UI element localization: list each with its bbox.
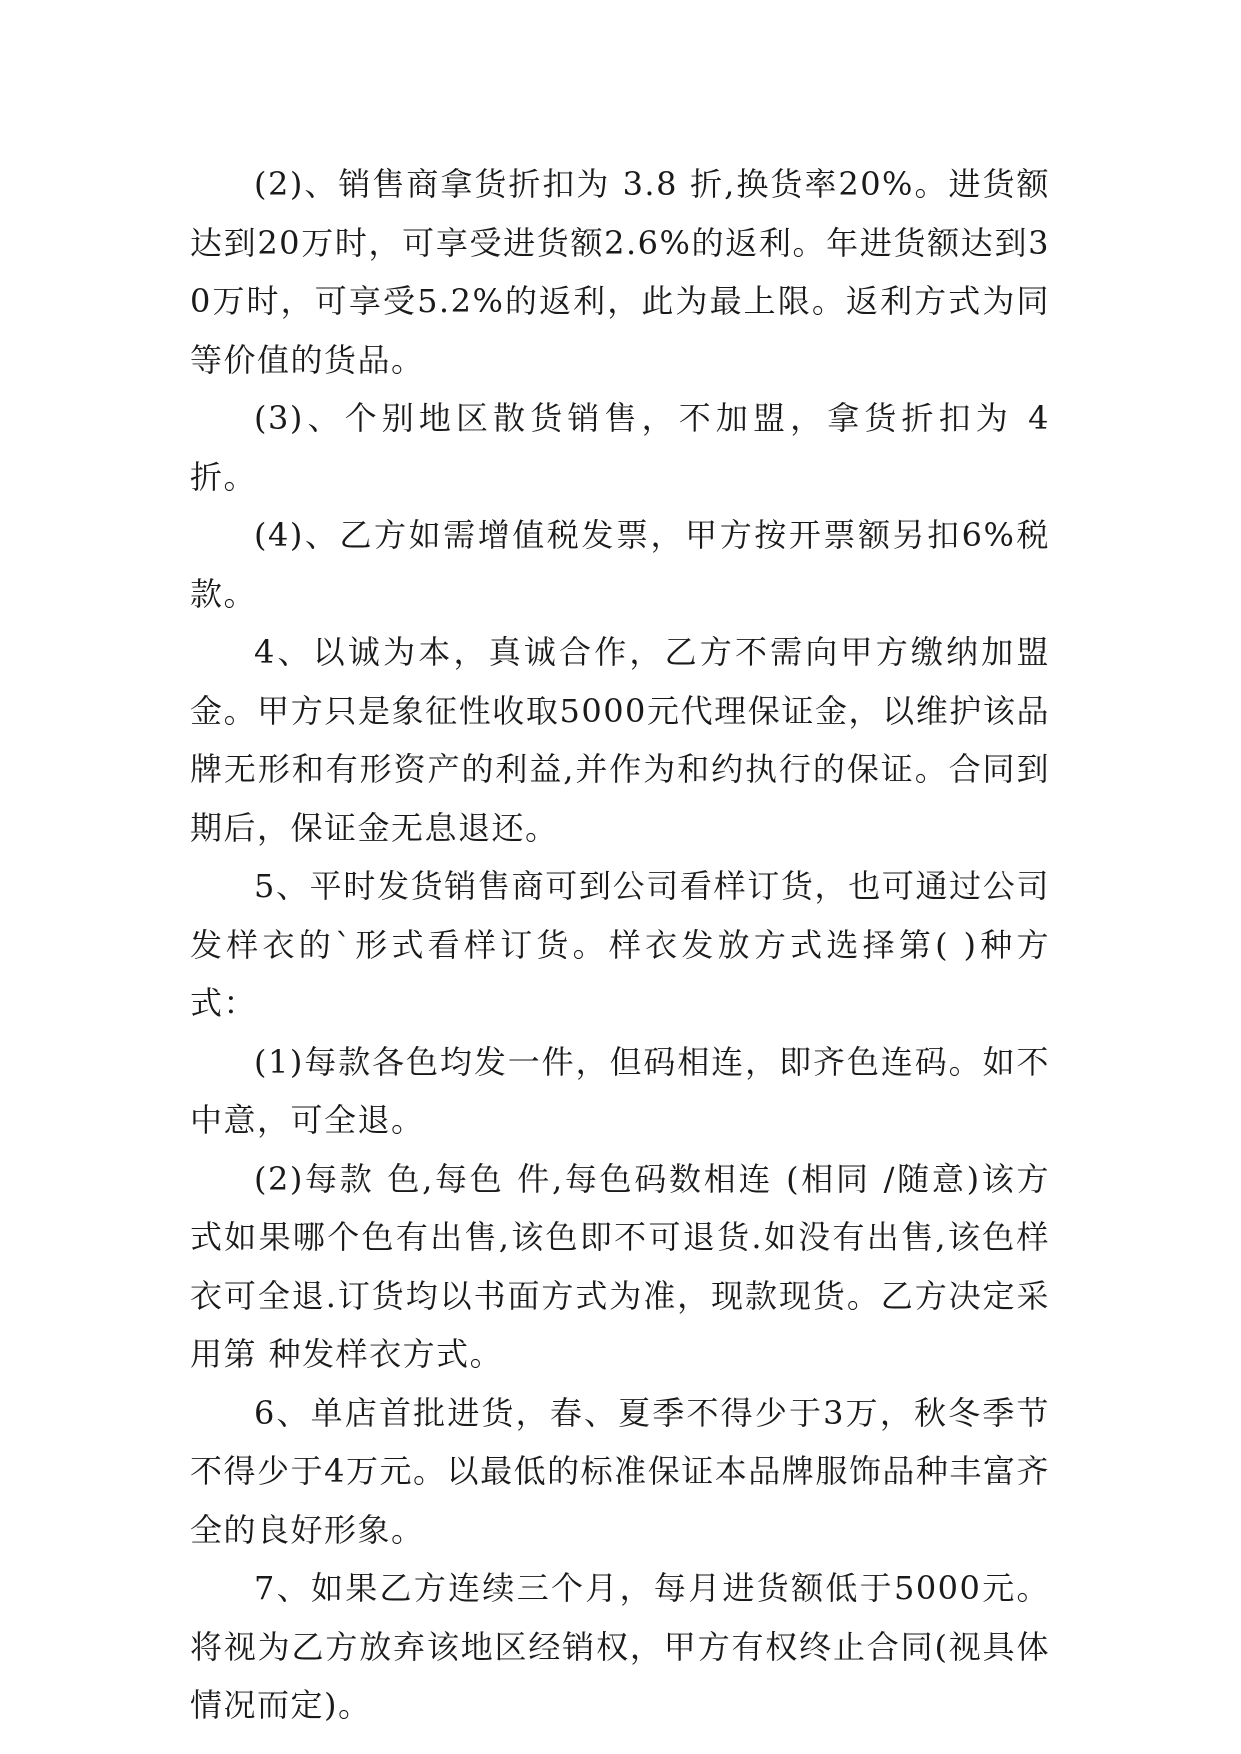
paragraph-bulk-sales: (3)、个别地区散货销售，不加盟，拿货折扣为 4 折。 — [190, 399, 1050, 496]
paragraph-sample-option-1: (1)每款各色均发一件，但码相连，即齐色连码。如不中意，可全退。 — [190, 1042, 1050, 1139]
paragraph-rebate-terms: (2)、销售商拿货折扣为 3.8 折,换货率20%。进货额达到20万时，可享受进货额2.6%的返利。年进货额达到30万时，可享受5.2%的返利，此为最上限。返利方式为同等价值的货品。 — [190, 165, 1050, 379]
paragraph-sample-ordering: 5、平时发货销售商可到公司看样订货，也可通过公司发样衣的`形式看样订货。样衣发放方式选择第( )种方式： — [190, 867, 1050, 1022]
paragraph-deposit: 4、以诚为本，真诚合作，乙方不需向甲方缴纳加盟金。甲方只是象征性收取5000元代理保证金，以维护该品牌无形和有形资产的利益,并作为和约执行的保证。合同到期后，保证金无息退还。 — [190, 633, 1050, 847]
paragraph-first-order: 6、单店首批进货，春、夏季不得少于3万，秋冬季节不得少于4万元。以最低的标准保证本品牌服饰品种丰富齐全的良好形象。 — [190, 1393, 1050, 1549]
document-page — [190, 155, 1050, 1735]
paragraph-sample-option-2: (2)每款 色,每色 件,每色码数相连 (相同 /随意)该方式如果哪个色有出售,该色即不可退货.如没有出售,该色样衣可全退.订货均以书面方式为准，现款现货。乙方决定采用第 种发样衣方式。 — [190, 1159, 1050, 1373]
paragraph-vat-invoice: (4)、乙方如需增值税发票，甲方按开票额另扣6%税款。 — [190, 516, 1050, 613]
paragraph-termination: 7、如果乙方连续三个月，每月进货额低于5000元。将视为乙方放弃该地区经销权，甲方有权终止合同(视具体情况而定)。 — [190, 1569, 1050, 1724]
